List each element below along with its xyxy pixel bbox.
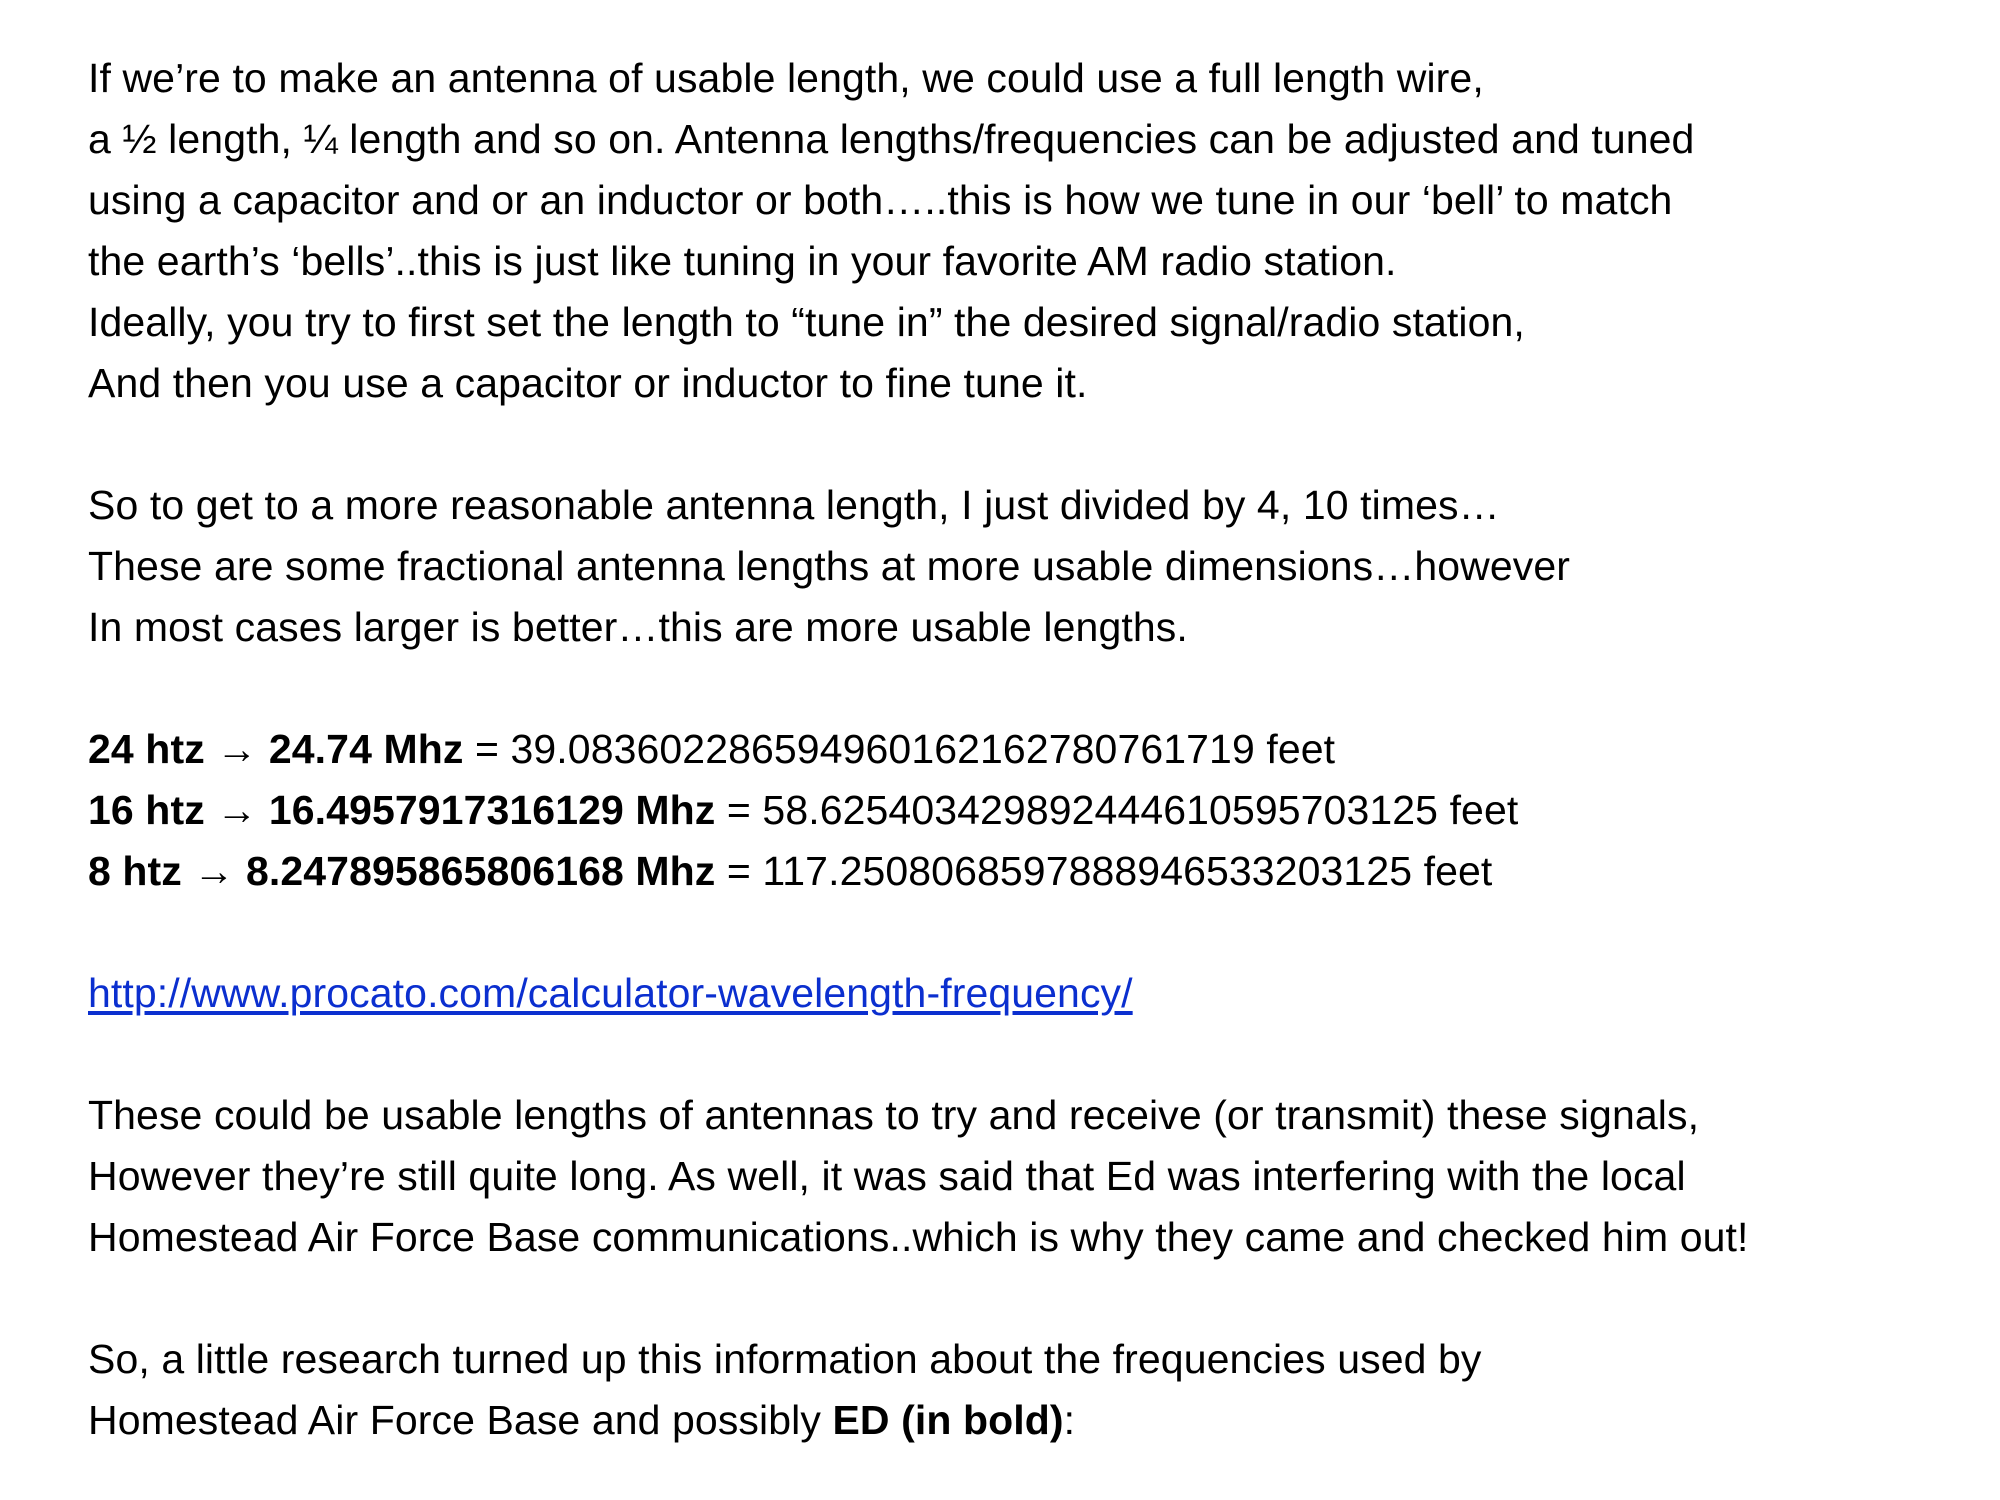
frequency-row (88, 719, 1988, 780)
text-line: Homestead Air Force Base communications..which is why they came and checked him out! (88, 1214, 1749, 1260)
text-line: using a capacitor and or an inductor or both…..this is how we tune in our ‘bell’ to match (88, 177, 1673, 223)
frequency-row (88, 841, 1988, 902)
text-line (88, 1390, 1988, 1451)
frequency-list (88, 719, 1988, 902)
paragraph-reasonable-length (88, 475, 1988, 658)
frequency-label: 8 htz → 8.247895865806168 Mhz (88, 848, 716, 894)
text-line: the earth’s ‘bells’..this is just like tuning in your favorite AM radio station. (88, 238, 1397, 284)
calculator-link[interactable]: http://www.procato.com/calculator-wavelength-frequency/ (88, 970, 1133, 1016)
paragraph-usable-lengths (88, 1085, 1988, 1268)
spacer (88, 902, 1988, 963)
text-suffix: : (1063, 1397, 1076, 1443)
text-line: So, a little research turned up this information about the frequencies used by (88, 1336, 1482, 1382)
spacer (88, 1024, 1988, 1085)
spacer (88, 414, 1988, 475)
text-line: So to get to a more reasonable antenna length, I just divided by 4, 10 times… (88, 482, 1500, 528)
text-line: These are some fractional antenna lengths at more usable dimensions…however (88, 543, 1571, 589)
text-line: In most cases larger is better…this are more usable lengths. (88, 604, 1188, 650)
frequency-label: 24 htz → 24.74 Mhz (88, 726, 464, 772)
bold-note: ED (in bold) (832, 1397, 1064, 1443)
spacer (88, 658, 1988, 719)
text-line: Ideally, you try to first set the length to “tune in” the desired signal/radio station, (88, 299, 1525, 345)
text-line: And then you use a capacitor or inductor to fine tune it. (88, 360, 1088, 406)
spacer (88, 1268, 1988, 1329)
paragraph-antenna-tuning (88, 48, 1988, 414)
text-line: However they’re still quite long. As well, it was said that Ed was interfering with the local (88, 1153, 1686, 1199)
frequency-row (88, 780, 1988, 841)
frequency-label: 16 htz → 16.4957917316129 Mhz (88, 787, 716, 833)
frequency-length: = 58.625403429892444610595703125 feet (715, 787, 1519, 833)
text-line: a ½ length, ¼ length and so on. Antenna lengths/frequencies can be adjusted and tuned (88, 116, 1695, 162)
frequency-length: = 117.2508068597888946533203125 feet (715, 848, 1493, 894)
document-page (88, 48, 1988, 1451)
text-line: These could be usable lengths of antennas to try and receive (or transmit) these signals, (88, 1092, 1700, 1138)
frequency-length: = 39.083602286594960162162780761719 feet (463, 726, 1336, 772)
text-prefix: Homestead Air Force Base and possibly (88, 1397, 833, 1443)
paragraph-research (88, 1329, 1988, 1451)
text-line: If we’re to make an antenna of usable length, we could use a full length wire, (88, 55, 1484, 101)
link-line (88, 963, 1988, 1024)
